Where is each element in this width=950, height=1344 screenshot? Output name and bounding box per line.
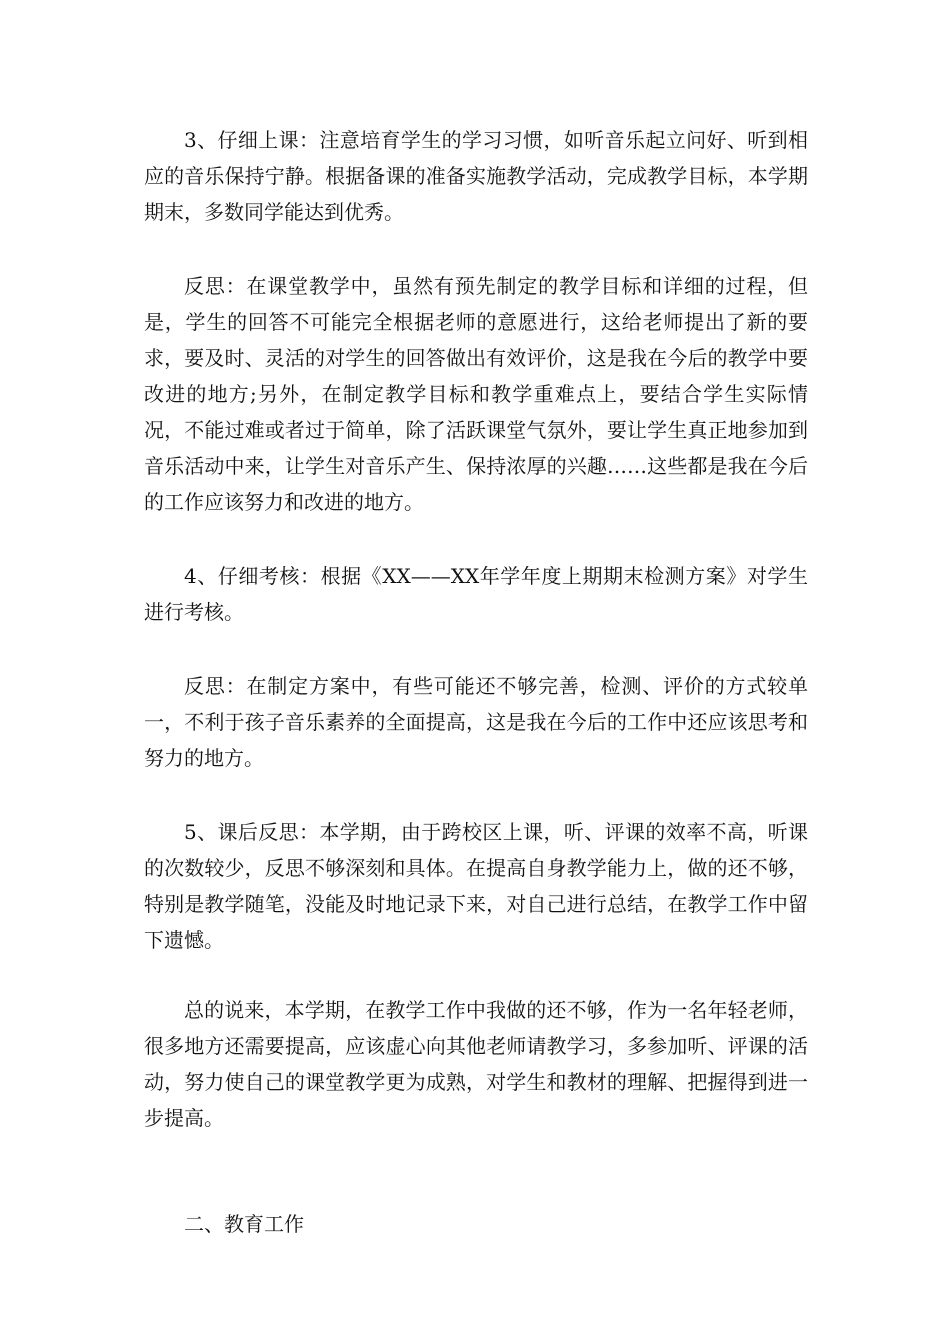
paragraph-class-teaching: 3、仔细上课：注意培育学生的学习习惯，如听音乐起立问好、听到相应的音乐保持宁静。根据备课的准备实施教学活动，完成教学目标，本学期期末，多数同学能达到优秀。 <box>144 128 808 224</box>
section-heading: 二、教育工作 <box>184 1212 304 1236</box>
paragraph-after-class-reflection: 5、课后反思：本学期，由于跨校区上课，听、评课的效率不高，听课的次数较少，反思不够深刻和具体。在提高自身教学能力上，做的还不够，特别是教学随笔，没能及时地记录下来，对自己进行总结，在教学工作中留下遗憾。 <box>144 820 808 952</box>
paragraph-reflection-assessment: 反思：在制定方案中，有些可能还不够完善，检测、评价的方式较单一，不利于孩子音乐素养的全面提高，这是我在今后的工作中还应该思考和努力的地方。 <box>144 674 808 770</box>
document-body <box>144 122 808 1242</box>
paragraph-assessment: 4、仔细考核：根据《XX——XX年学年度上期期末检测方案》对学生进行考核。 <box>144 564 808 624</box>
paragraph-summary: 总的说来，本学期，在教学工作中我做的还不够，作为一名年轻老师，很多地方还需要提高，应该虚心向其他老师请教学习，多参加听、评课的活动，努力使自己的课堂教学更为成熟，对学生和教材的理解、把握得到进一步提高。 <box>144 998 808 1130</box>
paragraph-reflection-teaching: 反思：在课堂教学中，虽然有预先制定的教学目标和详细的过程，但是，学生的回答不可能完全根据老师的意愿进行，这给老师提出了新的要求，要及时、灵活的对学生的回答做出有效评价，这是我在今后的教学中要改进的地方;另外，在制定教学目标和教学重难点上，要结合学生实际情况，不能过难或者过于简单，除了活跃课堂气氛外，要让学生真正地参加到音乐活动中来，让学生对音乐产生、保持浓厚的兴趣……这些都是我在今后的工作应该努力和改进的地方。 <box>144 274 808 514</box>
